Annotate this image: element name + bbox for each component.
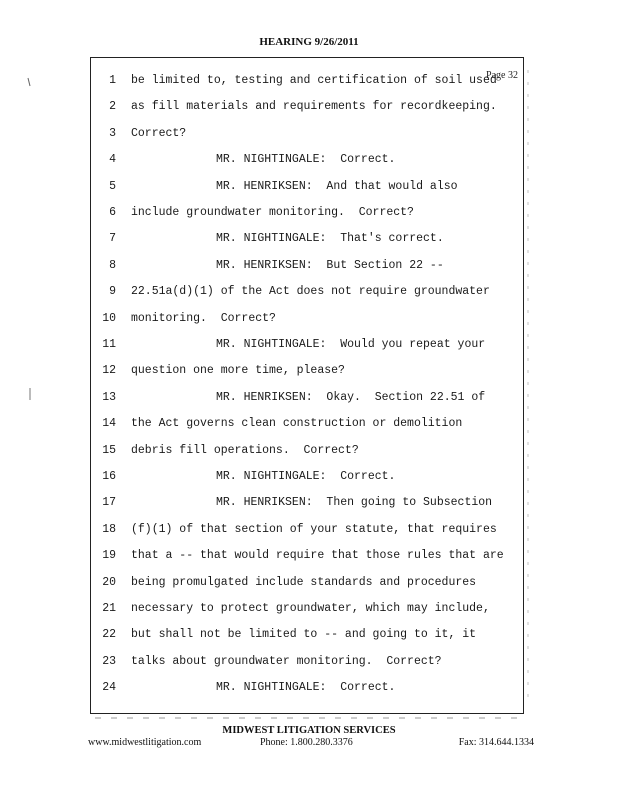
line-number: 17 xyxy=(102,496,116,510)
footer-fax: Fax: 314.644.1334 xyxy=(458,737,534,748)
line-number: 7 xyxy=(109,232,116,246)
line-number: 9 xyxy=(109,285,116,299)
footer-website: www.midwestlitigation.com xyxy=(88,737,202,748)
line-text: MR. NIGHTINGALE: That's correct. xyxy=(216,232,444,246)
footer-company: MIDWEST LITIGATION SERVICES xyxy=(222,725,396,736)
line-text: be limited to, testing and certification of soil used xyxy=(131,74,497,87)
hearing-header: HEARING 9/26/2011 xyxy=(259,36,359,48)
line-text: MR. HENRIKSEN: And that would also xyxy=(216,179,458,193)
line-number: 18 xyxy=(102,522,116,536)
line-number: 15 xyxy=(102,443,116,457)
line-number: 24 xyxy=(102,681,116,695)
line-number: 8 xyxy=(109,258,116,272)
line-number: 16 xyxy=(102,470,116,483)
line-text: MR. HENRIKSEN: But Section 22 -- xyxy=(216,258,444,272)
line-text: that a -- that would require that those rules that are xyxy=(131,549,504,563)
line-text: monitoring. Correct? xyxy=(131,311,276,325)
line-text: MR. NIGHTINGALE: Correct. xyxy=(216,153,396,167)
line-number: 10 xyxy=(102,311,116,325)
line-text: MR. HENRIKSEN: Then going to Subsection xyxy=(216,496,493,510)
line-number: 14 xyxy=(102,417,116,431)
line-text: Correct? xyxy=(131,126,187,140)
line-text: as fill materials and requirements for recordkeeping. xyxy=(131,100,497,114)
line-number: 5 xyxy=(109,179,116,193)
line-number: 4 xyxy=(109,153,116,167)
scan-mark xyxy=(28,78,30,86)
line-text: 22.51a(d)(1) of the Act does not require groundwater xyxy=(131,285,490,299)
line-text: being promulgated include standards and procedures xyxy=(131,575,477,589)
line-number: 20 xyxy=(102,575,116,589)
line-text: the Act governs clean construction or demolition xyxy=(131,417,463,431)
line-number: 1 xyxy=(109,74,116,87)
line-text: talks about groundwater monitoring. Correct? xyxy=(131,654,442,668)
line-number: 12 xyxy=(102,364,116,378)
line-text: necessary to protect groundwater, which may include, xyxy=(131,602,490,615)
line-number: 13 xyxy=(102,390,116,404)
line-number: 23 xyxy=(102,654,116,668)
line-number: 11 xyxy=(102,338,116,351)
line-number: 2 xyxy=(109,100,116,114)
line-number: 22 xyxy=(102,628,116,642)
line-text: MR. NIGHTINGALE: Correct. xyxy=(216,470,396,483)
line-text: MR. HENRIKSEN: Okay. Section 22.51 of xyxy=(216,390,486,404)
line-text: (f)(1) of that section of your statute, that requires xyxy=(131,522,497,536)
line-text: include groundwater monitoring. Correct? xyxy=(131,206,414,219)
line-number: 6 xyxy=(109,206,116,219)
page-number: Page 32 xyxy=(486,70,518,81)
line-number: 21 xyxy=(102,602,116,615)
line-text: question one more time, please? xyxy=(131,364,345,378)
line-text: but shall not be limited to -- and going to it, it xyxy=(131,628,477,642)
footer-phone: Phone: 1.800.280.3376 xyxy=(260,737,353,748)
line-number: 19 xyxy=(102,549,116,563)
line-text: debris fill operations. Correct? xyxy=(131,443,359,457)
line-text: MR. NIGHTINGALE: Correct. xyxy=(216,681,396,695)
line-number: 3 xyxy=(109,126,116,140)
line-text: MR. NIGHTINGALE: Would you repeat your xyxy=(216,338,486,351)
